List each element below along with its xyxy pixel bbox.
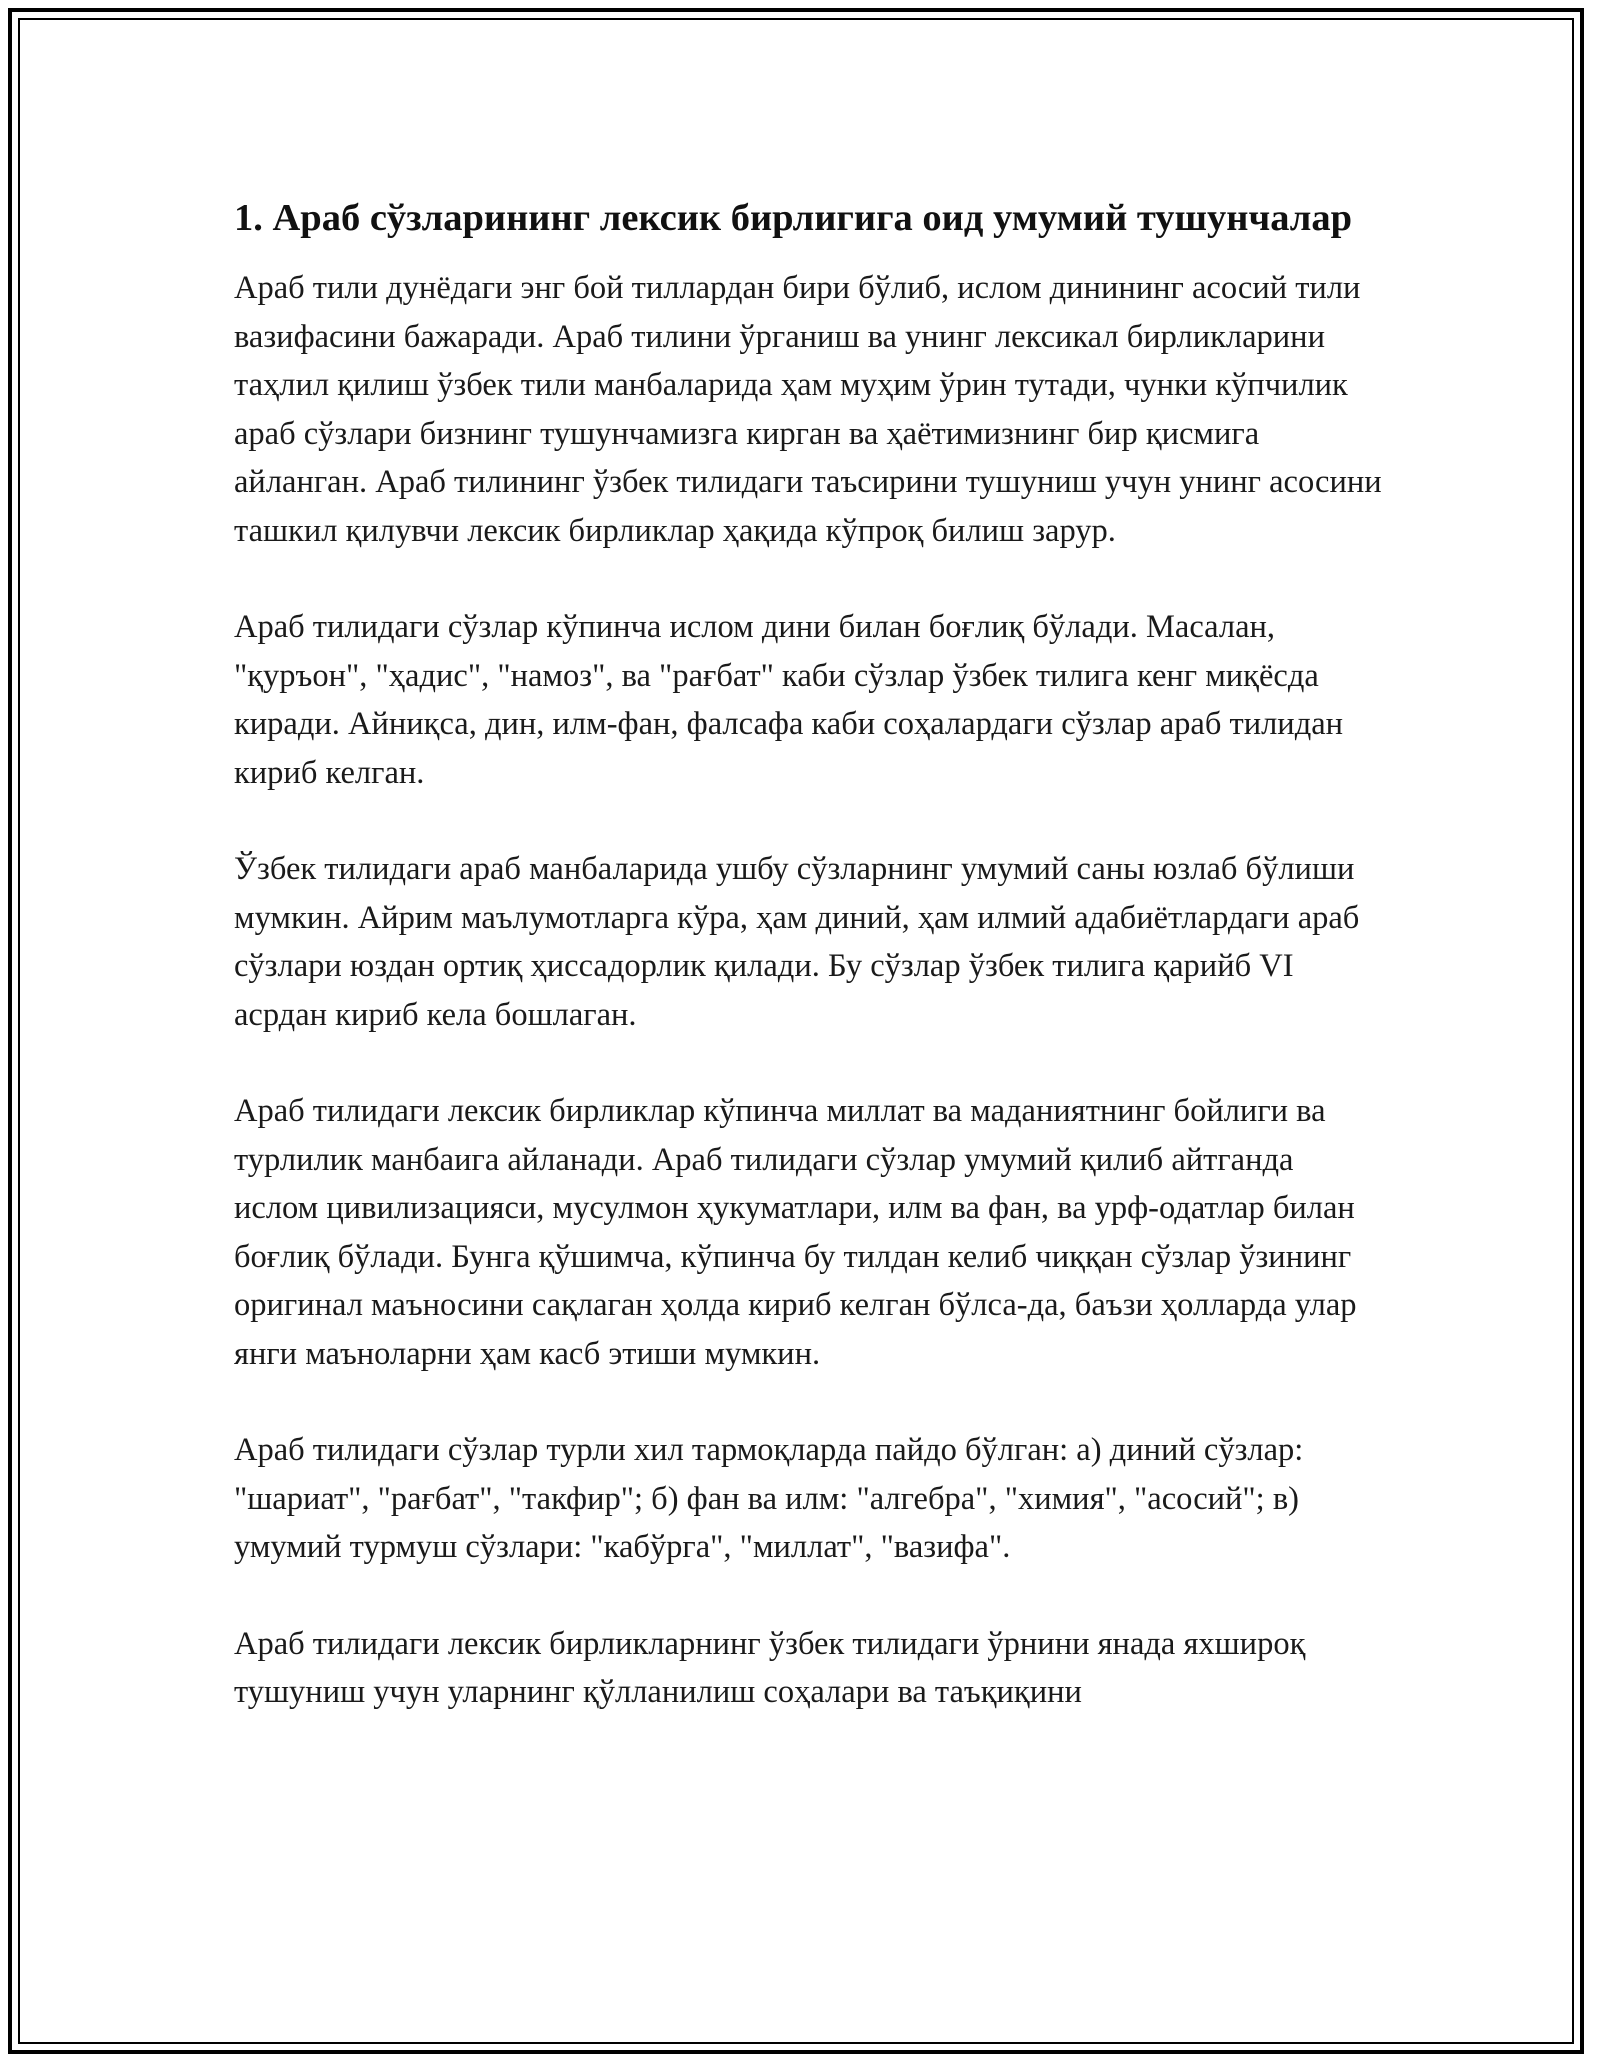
section-heading: 1. Араб сўзларининг лексик бирлигига оид умумий тушунчалар xyxy=(234,197,1353,239)
paragraph-1: Араб тили дунёдаги энг бой тиллардан бири бўлиб, ислом динининг асосий тили вазифасини бажаради. Араб тилини ўрганиш ва унинг лексикал бирликларини таҳлил қилиш ўзбек тили манбаларида ҳам муҳим ўрин тутади, чунки кўпчилик араб сўзлари бизнинг тушунчамизга кирган ва ҳаётимизнинг бир қисмига айланган. Араб тилининг ўзбек тилидаги таъсирини тушуниш учун унинг асосини ташкил қилувчи лексик бирликлар ҳақида кўпроқ билиш зарур. xyxy=(234,270,1382,549)
paragraph-2: Араб тилидаги сўзлар кўпинча ислом дини билан боғлиқ бўлади. Масалан, "қуръон", "ҳадис", "намоз", ва "рағбат" каби сўзлар ўзбек тилига кенг миқёсда киради. Айниқса, дин, илм-фан, фалсафа каби соҳалардаги сўзлар араб тилидан кириб келган. xyxy=(234,609,1344,791)
paragraph-6: Араб тилидаги лексик бирликларнинг ўзбек тилидаги ўрнини янада яхшироқ тушуниш учун уларнинг қўлланилиш соҳалари ва таъқиқини xyxy=(234,1625,1306,1710)
paragraph-4: Араб тилидаги лексик бирликлар кўпинча миллат ва маданиятнинг бойлиги ва турлилик манбаига айланади. Араб тилидаги сўзлар умумий қилиб айтганда ислом цивилизацияси, мусулмон ҳукуматлари, илм ва фан, ва урф-одатлар билан боғлиқ бўлади. Бунга қўшимча, кўпинча бу тилдан келиб чиққан сўзлар ўзининг оригинал маъносини сақлаган ҳолда кириб келган бўлса-да, баъзи ҳолларда улар янги маъноларни ҳам касб этиши мумкин. xyxy=(234,1093,1357,1372)
paragraph-3: Ўзбек тилидаги араб манбаларида ушбу сўзларнинг умумий саны юзлаб бўлиши мумкин. Айрим маълумотларга кўра, ҳам диний, ҳам илмий адабиётлардаги араб сўзлари юздан ортиқ ҳиссадорлик қилади. Бу сўзлар ўзбек тилига қарийб VI асрдан кириб кела бошлаган. xyxy=(234,851,1360,1033)
paragraph-5: Араб тилидаги сўзлар турли хил тармоқларда пайдо бўлган: а) диний сўзлар: "шариат", "рағбат", "такфир"; б) фан ва илм: "алгебра", "химия", "асосий"; в) умумий турмуш сўзлари: "кабўрга", "миллат", "вазифа". xyxy=(234,1432,1304,1565)
document-body xyxy=(234,190,1384,1765)
page-frame xyxy=(8,8,1584,2054)
